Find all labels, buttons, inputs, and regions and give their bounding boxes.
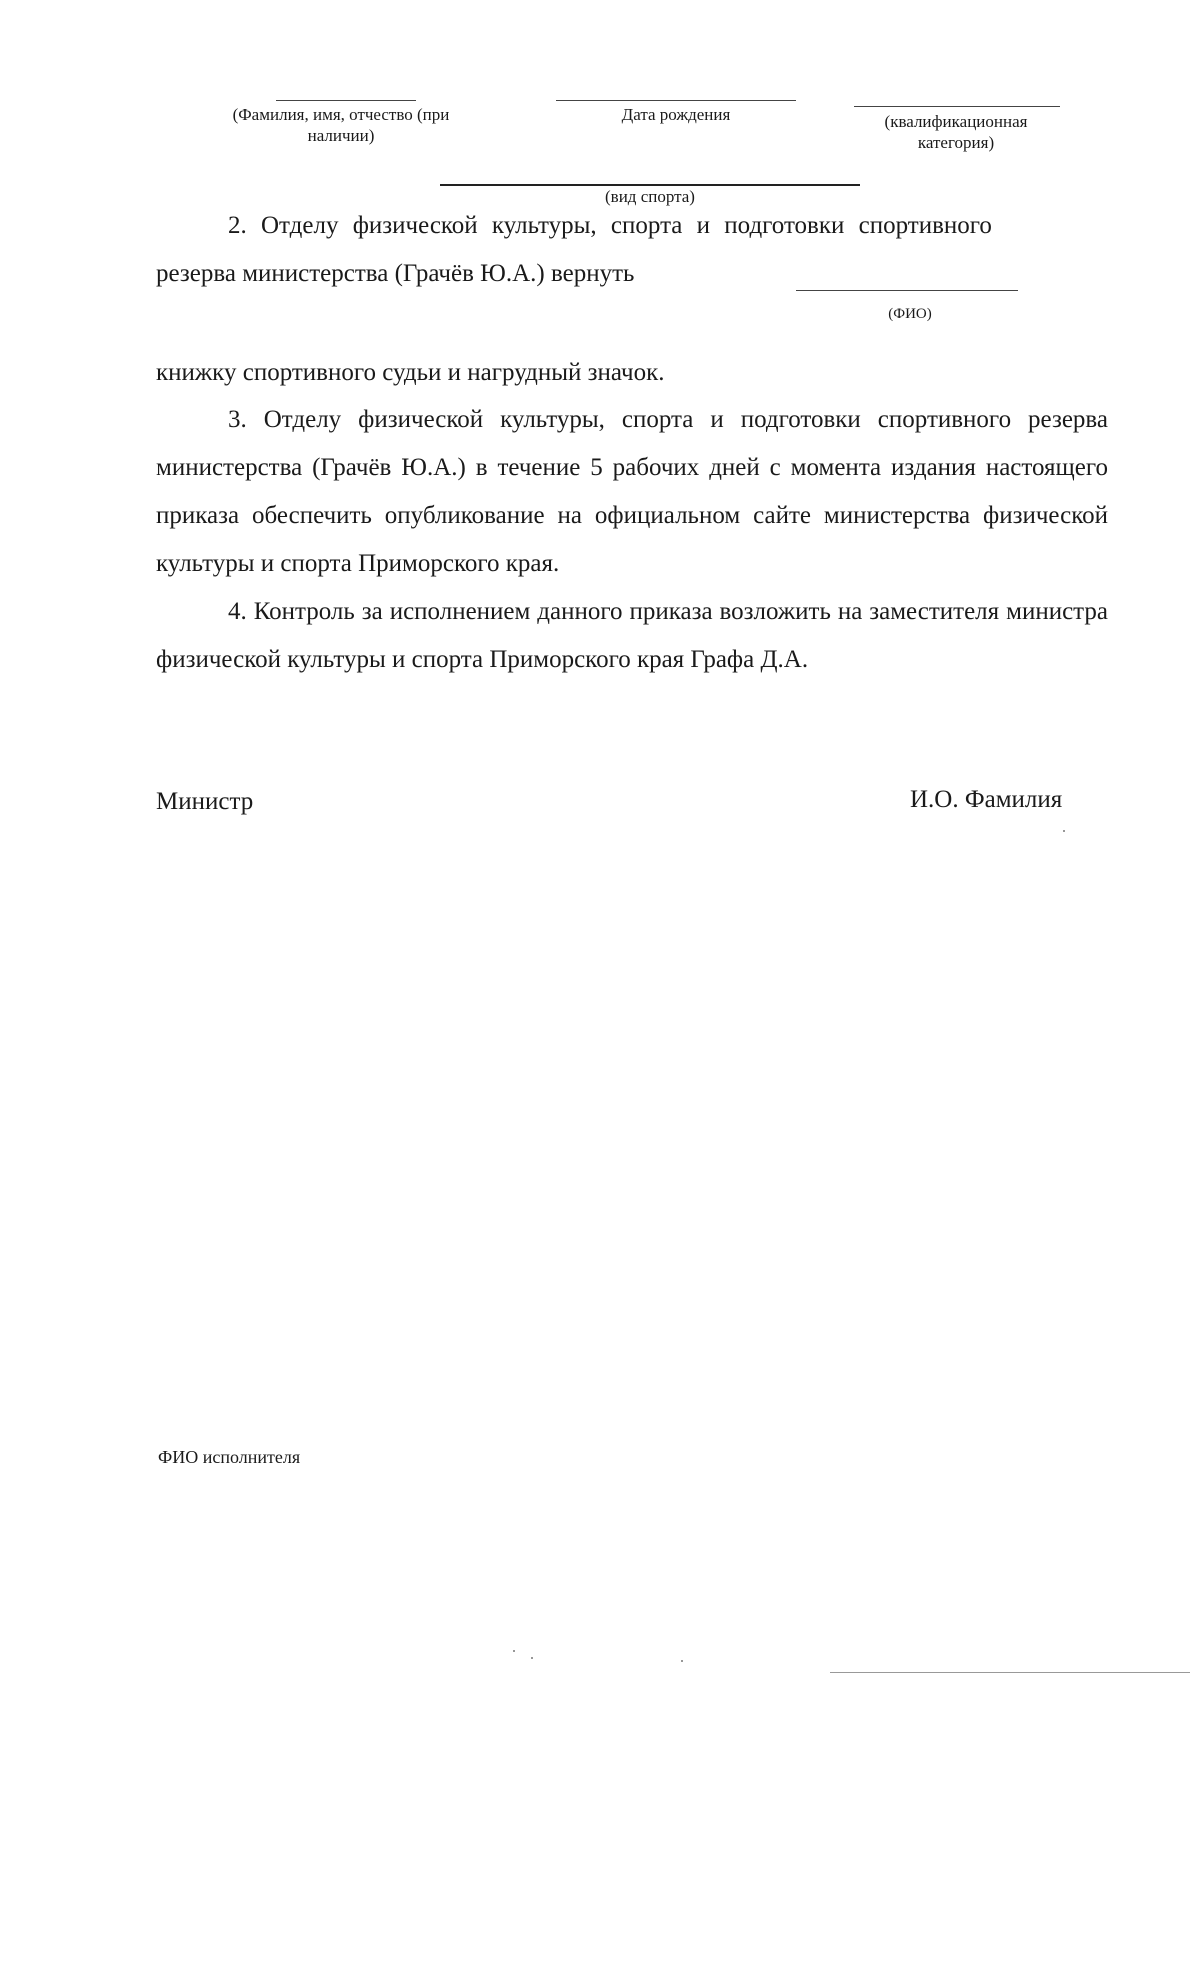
name-caption: (Фамилия, имя, отчество (при наличии) xyxy=(232,105,450,145)
scan-speck xyxy=(1063,830,1065,832)
scan-artifact-line xyxy=(830,1672,1190,1673)
executor-label: ФИО исполнителя xyxy=(158,1447,301,1467)
qualification-blank-line xyxy=(854,106,1060,107)
birth-caption: Дата рождения xyxy=(621,105,731,124)
signature-name: И.О. Фамилия xyxy=(910,786,1063,813)
paragraph-3: 3. Отделу физической культуры, спорта и подготовки спортивного резерва министерства (Грачёв Ю.А.) в течение 5 рабочих дней с момента издания настоящего приказа обеспечить опубликование на официальном сайте министерства физической культуры и спорта Приморского края. xyxy=(156,406,1108,577)
paragraph-4: 4. Контроль за исполнением данного приказа возложить на заместителя министра физической культуры и спорта Приморского края Графа Д.А. xyxy=(156,598,1108,673)
signature-position: Министр xyxy=(156,788,254,815)
paragraph-2-line-2: резерва министерства (Грачёв Ю.А.) вернуть xyxy=(156,260,635,287)
paragraph-2-line-1: 2. Отделу физической культуры, спорта и подготовки спортивного xyxy=(228,212,992,239)
scan-speck xyxy=(531,1657,533,1659)
paragraph-2-line-3: книжку спортивного судьи и нагрудный значок. xyxy=(156,359,665,386)
birth-blank-line xyxy=(556,100,796,101)
fio-blank-line xyxy=(796,290,1018,291)
qualification-caption: (квалификационная категория) xyxy=(884,112,1028,152)
name-blank-line xyxy=(276,100,416,101)
sport-caption: (вид спорта) xyxy=(605,187,695,206)
fio-caption: (ФИО) xyxy=(888,306,932,322)
scan-speck xyxy=(681,1660,683,1662)
scan-speck xyxy=(513,1650,515,1652)
